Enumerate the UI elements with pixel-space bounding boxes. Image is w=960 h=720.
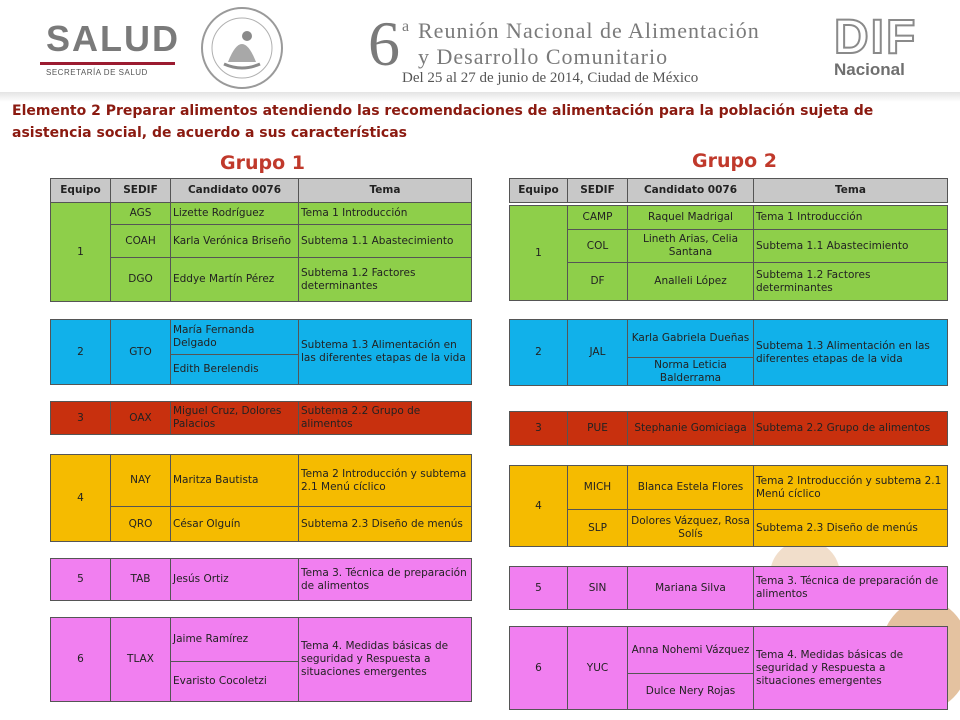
sedif-cell: MICH xyxy=(568,466,628,510)
candidate-cell: Evaristo Cocoletzi xyxy=(171,662,299,702)
sedif-cell: QRO xyxy=(111,507,171,542)
column-header-tema: Tema xyxy=(299,179,472,203)
candidate-cell: Eddye Martín Pérez xyxy=(171,258,299,302)
column-header-tema: Tema xyxy=(754,179,948,203)
topic-cell: Tema 3. Técnica de preparación de alimentos xyxy=(299,559,472,601)
group1-team-6 xyxy=(50,617,472,702)
sedif-cell: COAH xyxy=(111,225,171,258)
sedif-cell: NAY xyxy=(111,455,171,507)
conference-number: 6 xyxy=(368,8,400,79)
topic-cell: Subtema 1.3 Alimentación en las diferentes etapas de la vida xyxy=(754,320,948,386)
salud-logo xyxy=(40,18,180,80)
column-header-candidato: Candidato 0076 xyxy=(628,179,754,203)
element-title: Elemento 2 Preparar alimentos atendiendo las recomendaciones de alimentación para la población sujeta de asistencia social, de acuerdo a sus características xyxy=(12,103,874,141)
topic-cell: Subtema 1.1 Abastecimiento xyxy=(299,225,472,258)
topic-cell: Tema 4. Medidas básicas de seguridad y Respuesta a situaciones emergentes xyxy=(299,618,472,702)
candidate-cell: Karla Verónica Briseño xyxy=(171,225,299,258)
candidate-cell: Blanca Estela Flores xyxy=(628,466,754,510)
topic-cell: Subtema 2.3 Diseño de menús xyxy=(299,507,472,542)
topic-cell: Tema 1 Introducción xyxy=(754,206,948,230)
team-number: 4 xyxy=(510,466,568,547)
group2-team-2 xyxy=(509,319,948,386)
team-number: 3 xyxy=(510,412,568,446)
team-number: 4 xyxy=(51,455,111,542)
salud-title: SALUD xyxy=(46,18,180,59)
team-number: 1 xyxy=(510,206,568,301)
sedif-cell: DF xyxy=(568,263,628,301)
topic-cell: Subtema 2.2 Grupo de alimentos xyxy=(754,412,948,446)
sedif-cell: COL xyxy=(568,230,628,263)
group2-team-1 xyxy=(509,205,948,301)
column-header-equipo: Equipo xyxy=(510,179,568,203)
column-header-candidato: Candidato 0076 xyxy=(171,179,299,203)
topic-cell: Tema 2 Introducción y subtema 2.1 Menú cíclico xyxy=(299,455,472,507)
topic-cell: Subtema 1.2 Factores determinantes xyxy=(754,263,948,301)
group2-title: Grupo 2 xyxy=(692,150,777,172)
sedif-cell: DGO xyxy=(111,258,171,302)
candidate-cell: Stephanie Gomiciaga xyxy=(628,412,754,446)
candidate-cell: Analleli López xyxy=(628,263,754,301)
conference-title-line1: Reunión Nacional de Alimentación xyxy=(418,18,760,43)
group1-header-row xyxy=(50,178,472,203)
candidate-cell: Raquel Madrigal xyxy=(628,206,754,230)
topic-cell: Subtema 2.3 Diseño de menús xyxy=(754,510,948,547)
group2-header-row xyxy=(509,178,948,203)
group1-team-4 xyxy=(50,454,472,542)
candidate-cell: Lizette Rodríguez xyxy=(171,203,299,225)
candidate-cell: Maritza Bautista xyxy=(171,455,299,507)
sedif-cell: GTO xyxy=(111,320,171,385)
sedif-cell: YUC xyxy=(568,627,628,710)
team-number: 5 xyxy=(51,559,111,601)
sedif-cell: AGS xyxy=(111,203,171,225)
mexican-seal-icon xyxy=(200,6,284,90)
candidate-cell: Jaime Ramírez xyxy=(171,618,299,662)
team-number: 1 xyxy=(51,203,111,302)
candidate-cell: Anna Nohemi Vázquez xyxy=(628,627,754,674)
conference-title-line2: y Desarrollo Comunitario xyxy=(418,44,669,69)
candidate-cell: Edith Berelendis xyxy=(171,355,299,385)
dif-logo xyxy=(832,11,920,86)
candidate-cell: Jesús Ortiz xyxy=(171,559,299,601)
candidate-cell: Miguel Cruz, Dolores Palacios xyxy=(171,402,299,435)
candidate-cell: Lineth Arias, Celia Santana xyxy=(628,230,754,263)
topic-cell: Subtema 1.1 Abastecimiento xyxy=(754,230,948,263)
group1-team-3 xyxy=(50,401,472,435)
group2-team-6 xyxy=(509,626,948,710)
topic-cell: Tema 3. Técnica de preparación de alimentos xyxy=(754,567,948,610)
group1-team-5 xyxy=(50,558,472,601)
topic-cell: Tema 4. Medidas básicas de seguridad y Respuesta a situaciones emergentes xyxy=(754,627,948,710)
candidate-cell: María Fernanda Delgado xyxy=(171,320,299,355)
candidate-cell: Dulce Nery Rojas xyxy=(628,674,754,710)
topic-cell: Subtema 1.2 Factores determinantes xyxy=(299,258,472,302)
sedif-cell: SLP xyxy=(568,510,628,547)
topic-cell: Subtema 2.2 Grupo de alimentos xyxy=(299,402,472,435)
topic-cell: Tema 2 Introducción y subtema 2.1 Menú cíclico xyxy=(754,466,948,510)
salud-subtitle: SECRETARÍA DE SALUD xyxy=(46,68,148,77)
column-header-equipo: Equipo xyxy=(51,179,111,203)
sedif-cell: PUE xyxy=(568,412,628,446)
column-header-sedif: SEDIF xyxy=(111,179,171,203)
salud-divider xyxy=(40,62,175,65)
conference-date: Del 25 al 27 de junio de 2014, Ciudad de México xyxy=(402,70,699,86)
group1-team-1 xyxy=(50,202,472,302)
candidate-cell: César Olguín xyxy=(171,507,299,542)
group1-title: Grupo 1 xyxy=(220,152,305,174)
team-number: 2 xyxy=(510,320,568,386)
group1-team-2 xyxy=(50,319,472,385)
team-number: 2 xyxy=(51,320,111,385)
column-header-sedif: SEDIF xyxy=(568,179,628,203)
team-number: 3 xyxy=(51,402,111,435)
team-number: 6 xyxy=(510,627,568,710)
sedif-cell: TLAX xyxy=(111,618,171,702)
sedif-cell: JAL xyxy=(568,320,628,386)
topic-cell: Subtema 1.3 Alimentación en las diferentes etapas de la vida xyxy=(299,320,472,385)
dif-subtitle: Nacional xyxy=(834,60,905,79)
sedif-cell: CAMP xyxy=(568,206,628,230)
page-header xyxy=(0,0,960,96)
candidate-cell: Dolores Vázquez, Rosa Solís xyxy=(628,510,754,547)
group2-team-3 xyxy=(509,411,948,446)
candidate-cell: Karla Gabriela Dueñas xyxy=(628,320,754,358)
candidate-cell: Mariana Silva xyxy=(628,567,754,610)
sedif-cell: SIN xyxy=(568,567,628,610)
conference-superscript: a xyxy=(402,18,410,35)
candidate-cell: Norma Leticia Balderrama xyxy=(628,358,754,386)
group2-team-5 xyxy=(509,566,948,610)
team-number: 6 xyxy=(51,618,111,702)
group2-team-4 xyxy=(509,465,948,547)
topic-cell: Tema 1 Introducción xyxy=(299,203,472,225)
dif-title: DIF xyxy=(834,11,918,64)
sedif-cell: TAB xyxy=(111,559,171,601)
team-number: 5 xyxy=(510,567,568,610)
sedif-cell: OAX xyxy=(111,402,171,435)
